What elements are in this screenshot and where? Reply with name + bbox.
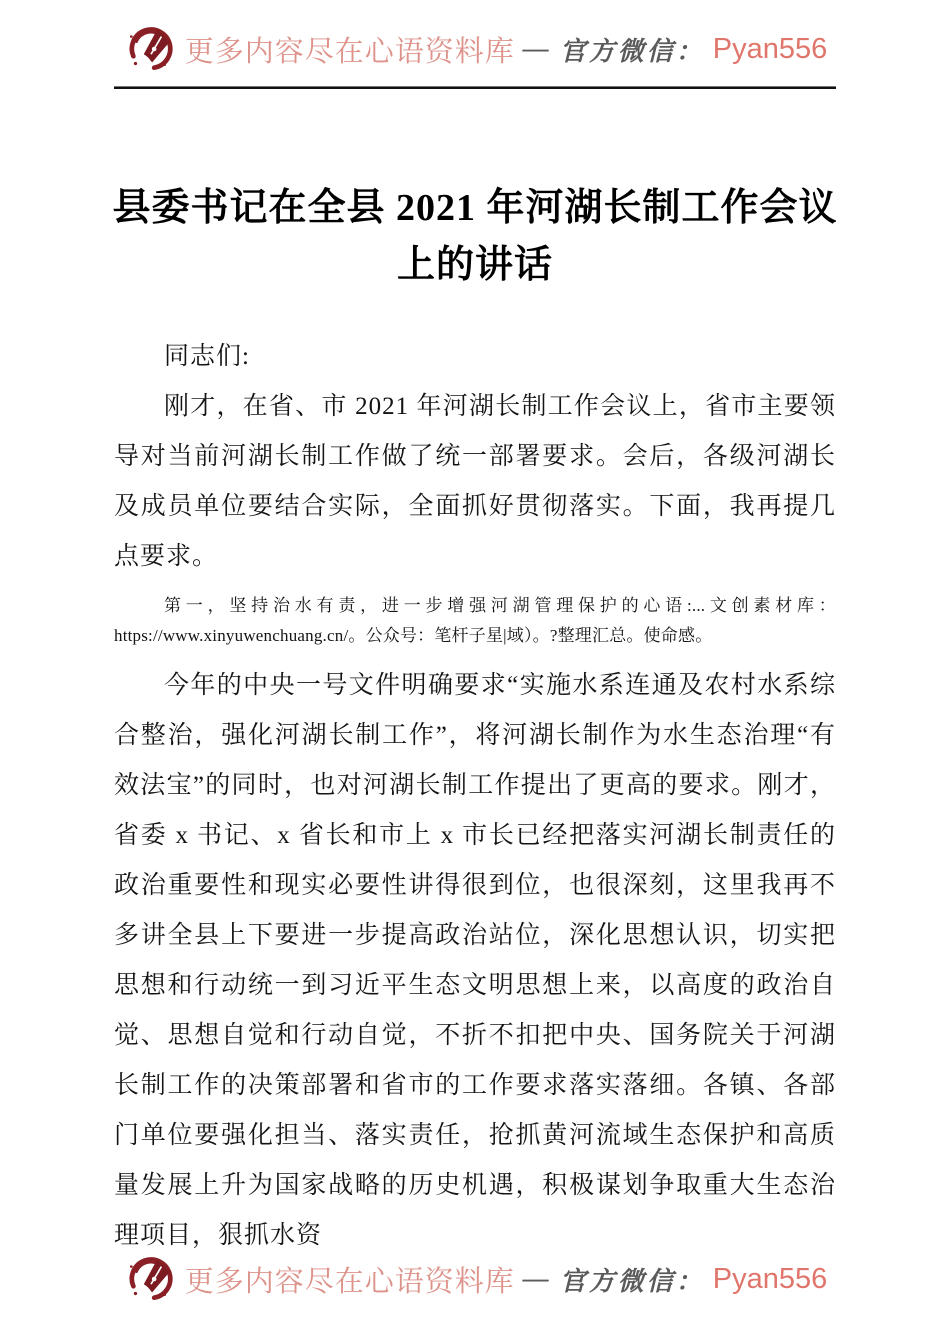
watermark-wechat-id: Pyan556 — [712, 1262, 828, 1295]
watermark-separator: — — [522, 34, 552, 63]
watermark-brand-text: 更多内容尽在心语资料库 — [184, 1265, 515, 1298]
watermark-brand-text: 更多内容尽在心语资料库 — [184, 35, 515, 68]
document-title: 县委书记在全县 2021 年河湖长制工作会议上的讲话 — [112, 187, 838, 286]
footer-watermark — [0, 1252, 950, 1306]
pen-swirl-logo-icon — [123, 22, 177, 76]
header-watermark — [0, 22, 950, 76]
watermark-wechat-label: 官方微信： — [559, 1266, 705, 1296]
header-divider-rule — [114, 86, 836, 89]
paragraph-intro: 刚才，在省、市 2021 年河湖长制工作会议上，省市主要领导对当前河湖长制工作做了统一部署要求。会后，各级河湖长及成员单位要结合实际，全面抓好贯彻落实。下面，我再提几点要求。 — [114, 393, 836, 570]
document-content — [114, 180, 836, 1261]
paragraph-main: 今年的中央一号文件明确要求“实施水系连通及农村水系综合整治，强化河湖长制工作”，将河湖长制作为水生态治理“有效法宝”的同时，也对河湖长制工作提出了更高的要求。刚才，省委 x 书记、x 省长和市上 x 市长已经把落实河湖长制责任的政治重要性和现实必要性讲得很到位，也很深刻，这里我再不多讲全县上下要进一步提高政治站位，深化思想认识，切实把思想和行动统一到习近平生态文明思想上来，以高度的政治自觉、思想自觉和行动自觉，不折不扣把中央、国务院关于河湖长制工作的决策部署和省市的工作要求落实落细。各镇、各部门单位要强化担当、落实责任，抢抓黄河流域生态保护和高质量发展上升为国家战略的历史机遇，积极谋划争取重大生态治理项目，狠抓水资 — [114, 672, 836, 1249]
paragraph-small-watermark-note: 第一，坚持治水有责，进一步增强河湖管理保护的心语:...文创素材库：https://www.xinyuwenchuang.cn/。公众号：笔杆子星|域）。?整理汇总。使命感。 — [114, 596, 836, 645]
paragraph-salutation: 同志们: — [164, 343, 250, 370]
pen-swirl-logo-icon — [123, 1252, 177, 1306]
document-body — [114, 332, 836, 1261]
watermark-separator: — — [522, 1264, 552, 1293]
watermark-wechat-id: Pyan556 — [712, 32, 828, 65]
watermark-wechat-label: 官方微信： — [559, 36, 705, 66]
